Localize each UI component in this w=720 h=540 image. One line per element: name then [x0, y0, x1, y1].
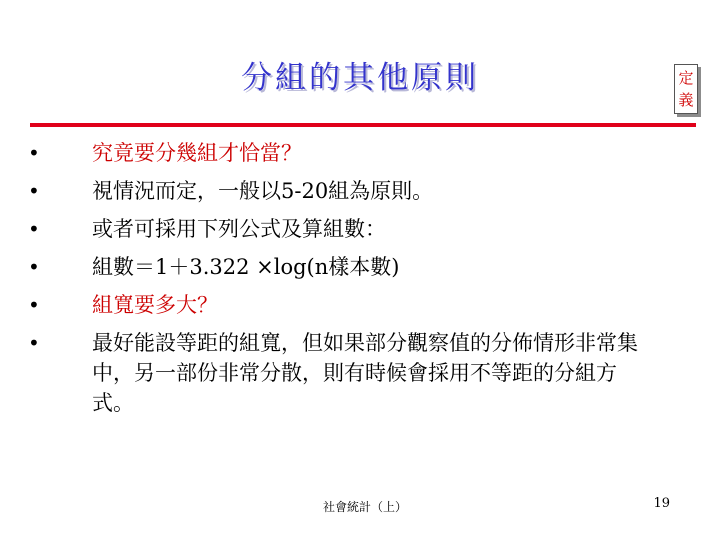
bullet-dot: • [28, 141, 40, 165]
bullet-text: 視情況而定，一般以5-20組為原則。 [92, 179, 434, 203]
bullet-text: 或者可採用下列公式及算組數： [92, 217, 386, 241]
slide-title: 分組的其他原則 [241, 60, 479, 96]
bullet-list [28, 138, 648, 426]
definition-button-label-2: 義 [678, 91, 694, 109]
bullet-dot: • [28, 293, 40, 317]
page-number: 19 [653, 496, 670, 511]
footer-course-title: 社會統計（上） [322, 500, 407, 514]
bullet-item [28, 290, 648, 320]
bullet-text: 組寬要多大？ [92, 293, 218, 317]
bullet-dot: • [28, 331, 40, 355]
definition-button[interactable] [674, 64, 698, 114]
bullet-item [28, 252, 648, 282]
bullet-item [28, 214, 648, 244]
bullet-text: 組數＝1＋3.322 ×log(n樣本數) [92, 255, 400, 279]
bullet-text: 究竟要分幾組才恰當？ [92, 141, 302, 165]
bullet-item [28, 138, 648, 168]
title-divider [30, 123, 696, 127]
bullet-item [28, 176, 648, 206]
bullet-dot: • [28, 217, 40, 241]
definition-button-label-1: 定 [678, 69, 694, 87]
bullet-dot: • [28, 179, 40, 203]
bullet-item [28, 328, 648, 418]
bullet-text: 最好能設等距的組寬，但如果部分觀察值的分佈情形非常集中，另一部份非常分散，則有時候會採用不等距的分組方式。 [92, 331, 638, 415]
bullet-dot: • [28, 255, 40, 279]
